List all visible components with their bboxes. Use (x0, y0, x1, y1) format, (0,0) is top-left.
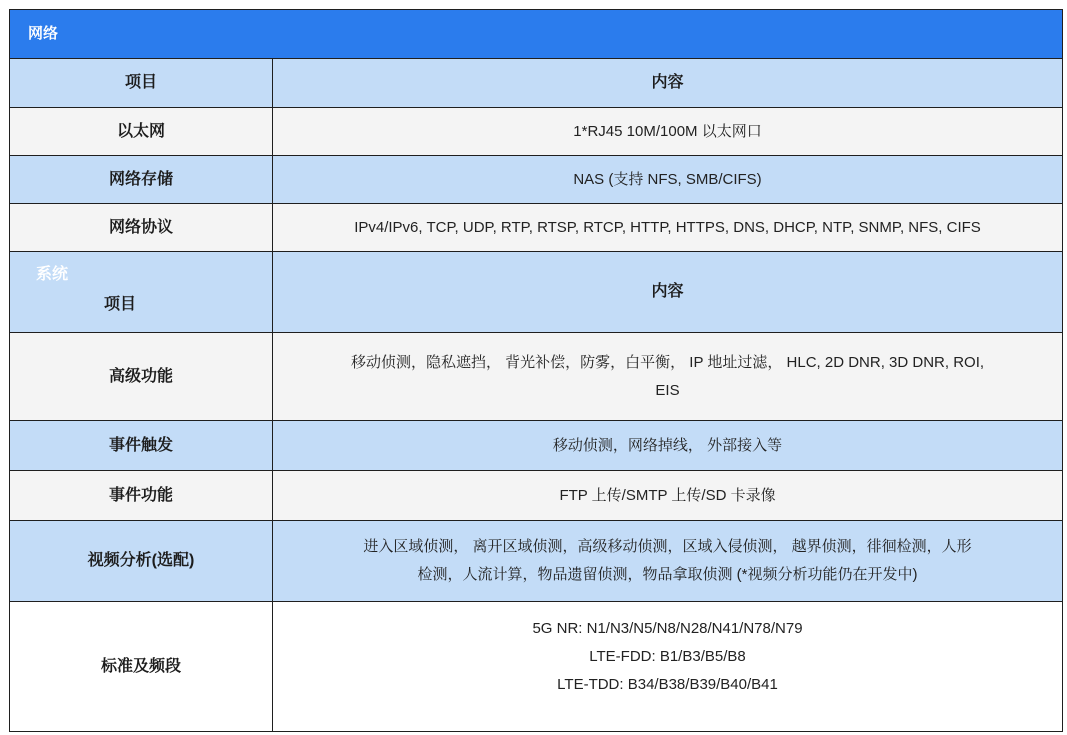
table-row (10, 602, 1063, 732)
table-row (10, 421, 1063, 471)
row-value-bands (273, 602, 1063, 732)
value-line: FTP 上传/SMTP 上传/SD 卡录像 (559, 486, 776, 504)
row-value-video-analysis (273, 521, 1063, 602)
row-value-advanced (273, 333, 1063, 421)
spec-table (9, 9, 1063, 732)
value-line: LTE-TDD: B34/B38/B39/B40/B41 (557, 676, 778, 693)
value-line: 移动侦测，网络掉线， 外部接入等 (552, 436, 783, 454)
value-line: 移动侦测，隐私遮挡， 背光补偿，防雾，白平衡， IP 地址过滤， HLC, 2D DNR, 3D DNR, ROI, (350, 353, 985, 371)
value-line: EIS (655, 381, 680, 399)
row-value-ethernet: 1*RJ45 10M/100M 以太网口 (273, 108, 1063, 156)
section-title-network: 网络 (10, 10, 1063, 59)
column-header-content: 内容 (273, 252, 1063, 333)
table-row (10, 333, 1063, 421)
spec-table-container (9, 9, 1062, 732)
row-value-event-trigger (273, 421, 1063, 471)
row-label-ethernet: 以太网 (10, 108, 273, 156)
section-header-network (10, 10, 1063, 59)
row-label-event-function: 事件功能 (10, 471, 273, 521)
row-label-advanced: 高级功能 (10, 333, 273, 421)
row-label-event-trigger: 事件触发 (10, 421, 273, 471)
value-line: 检测，人流计算，物品遗留侦测，物品拿取侦测 (*视频分析功能仍在开发中) (417, 566, 918, 583)
row-value-network-protocol: IPv4/IPv6, TCP, UDP, RTP, RTSP, RTCP, HTTP, HTTPS, DNS, DHCP, NTP, SNMP, NFS, CIFS (273, 204, 1063, 252)
row-value-network-storage: NAS (支持 NFS, SMB/CIFS) (273, 156, 1063, 204)
column-header-content: 内容 (273, 59, 1063, 108)
column-header-item: 项目 (10, 59, 273, 108)
table-row (10, 108, 1063, 156)
system-header-cell (10, 252, 273, 333)
column-header-item: 项目 (103, 296, 136, 313)
table-row (10, 204, 1063, 252)
row-label-network-protocol: 网络协议 (10, 204, 273, 252)
row-label-video-analysis: 视频分析(选配) (10, 521, 273, 602)
table-row (10, 156, 1063, 204)
value-line: 5G NR: N1/N3/N5/N8/N28/N41/N78/N79 (532, 620, 803, 637)
section-title-system: 系统 (36, 266, 69, 283)
section-header-system (10, 252, 1063, 333)
table-row (10, 471, 1063, 521)
row-label-bands: 标准及频段 (10, 602, 273, 732)
row-label-network-storage: 网络存储 (10, 156, 273, 204)
value-line: LTE-FDD: B1/B3/B5/B8 (589, 648, 746, 665)
value-line: 进入区域侦测， 离开区域侦测，高级移动侦测，区域入侵侦测， 越界侦测，徘徊检测，人形 (363, 538, 972, 555)
row-value-event-function (273, 471, 1063, 521)
column-header-row (10, 59, 1063, 108)
table-row (10, 521, 1063, 602)
